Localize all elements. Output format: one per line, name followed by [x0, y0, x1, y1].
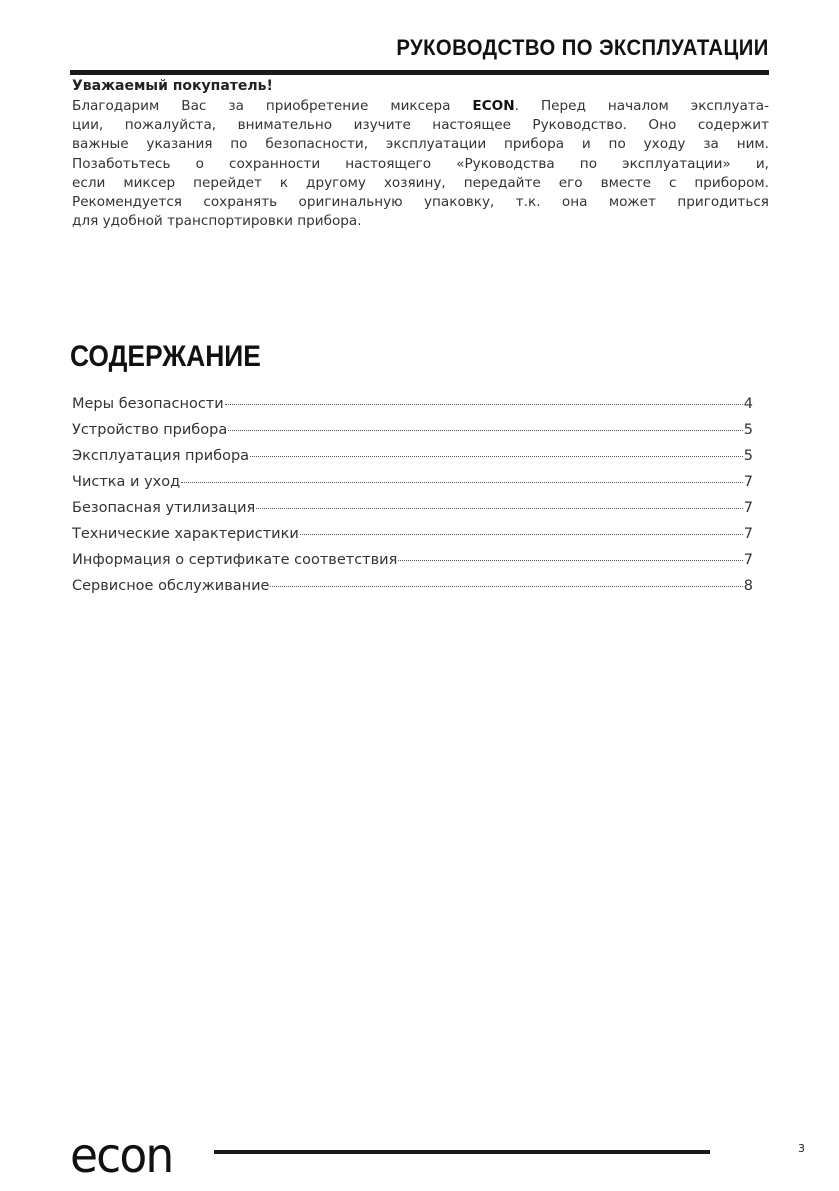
toc-page: 7 [743, 500, 753, 516]
toc-page: 5 [743, 448, 753, 464]
intro-text: . Перед началом эксплуата- [514, 98, 769, 114]
toc-leader-dots [228, 430, 743, 431]
econ-logo: econ [70, 1128, 173, 1184]
intro-line: ции, пожалуйста, внимательно изучите настоящее Руководство. Оно содержит [72, 117, 769, 134]
toc-label: Меры безопасности [72, 396, 224, 412]
intro-line [72, 97, 769, 116]
toc-label: Устройство прибора [72, 422, 228, 438]
table-of-contents [72, 396, 753, 604]
toc-page: 4 [743, 396, 753, 412]
footer-rule [214, 1150, 710, 1154]
toc-label: Информация о сертификате соответствия [72, 552, 398, 568]
page-number: 3 [798, 1142, 805, 1155]
toc-page: 7 [743, 474, 753, 490]
greeting: Уважаемый покупатель! [72, 78, 273, 94]
toc-leader-dots [270, 586, 742, 587]
toc-page: 8 [743, 578, 753, 594]
toc-label: Эксплуатация прибора [72, 448, 250, 464]
toc-label: Чистка и уход [72, 474, 181, 490]
toc-leader-dots [225, 404, 743, 405]
page-header-title: РУКОВОДСТВО ПО ЭКСПЛУАТАЦИИ [396, 35, 769, 60]
toc-leader-dots [256, 508, 743, 509]
contents-heading: СОДЕРЖАНИЕ [70, 340, 261, 373]
toc-entry[interactable] [72, 448, 753, 474]
toc-leader-dots [300, 534, 743, 535]
toc-label: Сервисное обслуживание [72, 578, 270, 594]
toc-page: 5 [743, 422, 753, 438]
toc-label: Безопасная утилизация [72, 500, 256, 516]
intro-line: если миксер перейдет к другому хозяину, передайте его вместе с прибором. [72, 174, 769, 191]
toc-page: 7 [743, 552, 753, 568]
brand-name: ECON [472, 98, 515, 114]
intro-paragraph [72, 97, 769, 231]
intro-line: Рекомендуется сохранять оригинальную упаковку, т.к. она может пригодиться [72, 194, 769, 211]
toc-entry[interactable] [72, 552, 753, 578]
intro-line: Позаботьтесь о сохранности настоящего «Руководства по эксплуатации» и, [72, 155, 769, 172]
intro-text: Благодарим Вас за приобретение миксера [72, 98, 473, 114]
toc-entry[interactable] [72, 578, 753, 604]
toc-entry[interactable] [72, 500, 753, 526]
toc-label: Технические характеристики [72, 526, 299, 542]
intro-line: для удобной транспортировки прибора. [72, 213, 362, 230]
toc-entry[interactable] [72, 396, 753, 422]
header-rule [70, 70, 769, 75]
toc-entry[interactable] [72, 526, 753, 552]
intro-line: важные указания по безопасности, эксплуатации прибора и по уходу за ним. [72, 136, 769, 153]
toc-entry[interactable] [72, 422, 753, 448]
toc-leader-dots [398, 560, 742, 561]
toc-leader-dots [181, 482, 743, 483]
toc-entry[interactable] [72, 474, 753, 500]
toc-page: 7 [743, 526, 753, 542]
toc-leader-dots [250, 456, 743, 457]
